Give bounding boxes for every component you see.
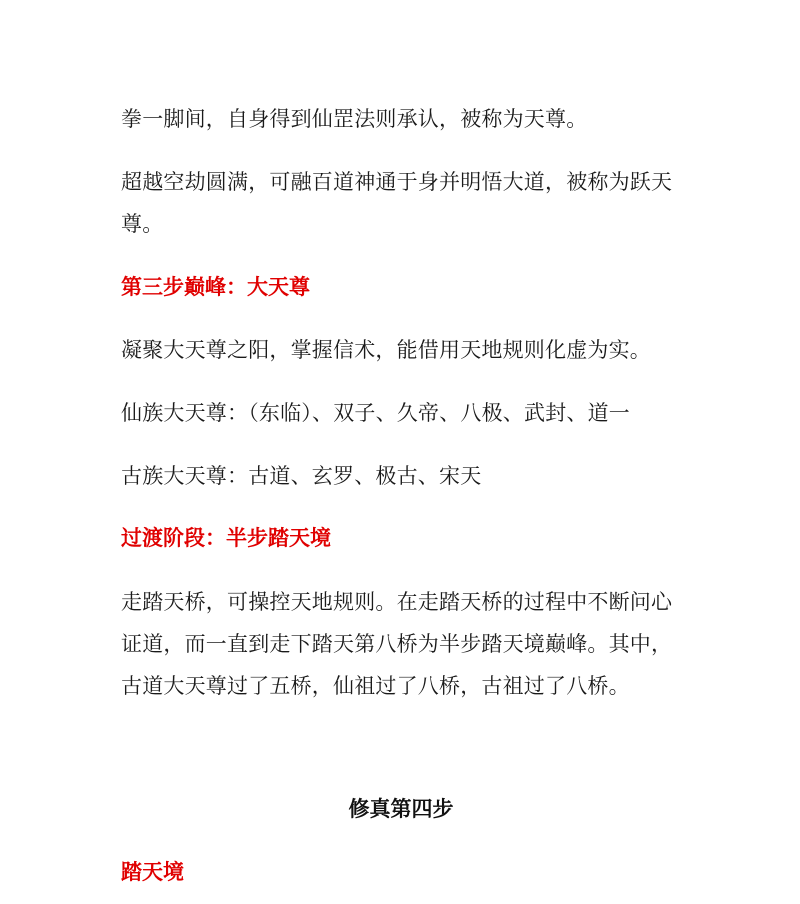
heading-tatianjing: 踏天境 [121, 860, 184, 884]
paragraph-yuetianzun: 超越空劫圆满，可融百道神通于身并明悟大道，被称为跃天尊。 [121, 170, 673, 236]
paragraph-guzu-list: 古族大天尊：古道、玄罗、极古、宋天 [121, 464, 482, 488]
paragraph-tianzun: 拳一脚间，自身得到仙罡法则承认，被称为天尊。 [121, 107, 588, 131]
paragraph-ningju: 凝聚大天尊之阳，掌握信术，能借用天地规则化虚为实。 [121, 338, 651, 362]
section-title: 修真第四步 [348, 797, 454, 821]
heading-transition: 过渡阶段：半步踏天境 [121, 526, 331, 550]
paragraph-xianzu-list: 仙族大天尊：（东临）、双子、久帝、八极、武封、道一 [121, 401, 630, 425]
heading-step3-peak: 第三步巅峰：大天尊 [121, 275, 310, 299]
paragraph-tatianqiao: 走踏天桥，可操控天地规则。在走踏天桥的过程中不断问心证道，而一直到走下踏天第八桥为半步踏天境巅峰。其中，古道大天尊过了五桥，仙祖过了八桥，古祖过了八桥。 [121, 590, 673, 698]
